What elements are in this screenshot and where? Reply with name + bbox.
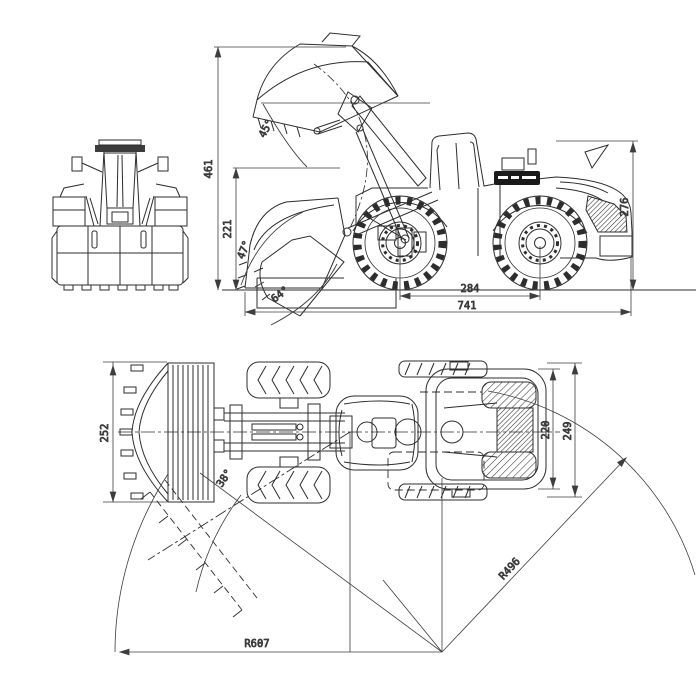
rear-body-width-label: 220 [540,420,552,440]
body-height-label: 276 [619,197,631,217]
right-mirror-icon [138,157,168,172]
overall-height-label: 461 [203,159,215,179]
hinge-height-label: 221 [222,219,234,239]
top-front-tires [247,362,330,503]
reference-lines [214,47,638,168]
front-view [52,140,188,290]
dim-hinge-height [233,168,239,290]
steer-angle-arc [196,495,241,592]
bucket-clearance-radius-label: R607 [244,638,270,650]
outer-turning-radius-label: R496 [496,555,523,583]
flag [585,145,608,168]
front-fenders [53,184,187,226]
top-rear-tires [388,361,487,500]
rollback-angle-label: 47° [235,238,254,261]
front-bucket [52,226,188,290]
overall-width-label: 249 [562,421,574,441]
overall-length-label: 741 [457,300,477,312]
top-bucket [120,363,224,502]
boom-linkage [314,64,438,243]
bucket-path-arc [314,64,367,228]
bucket-width-label: 252 [99,423,111,443]
model-badge-icon [494,171,540,185]
ground-dump-angle-label: 64° [268,284,292,306]
r607-arc [115,474,168,652]
turning-geometry [115,391,695,655]
top-rear-body [426,362,546,497]
top-view [118,361,560,617]
top-cab [336,396,463,470]
bucket-raised [253,33,398,140]
dump-angle-label: 45° [256,117,277,140]
dim-overall-height [215,47,221,290]
left-mirror-icon [72,157,102,172]
front-cab [72,140,168,226]
side-view [214,33,696,325]
steer-angle-label: 38° [214,467,235,490]
wheelbase-label: 284 [460,283,480,295]
